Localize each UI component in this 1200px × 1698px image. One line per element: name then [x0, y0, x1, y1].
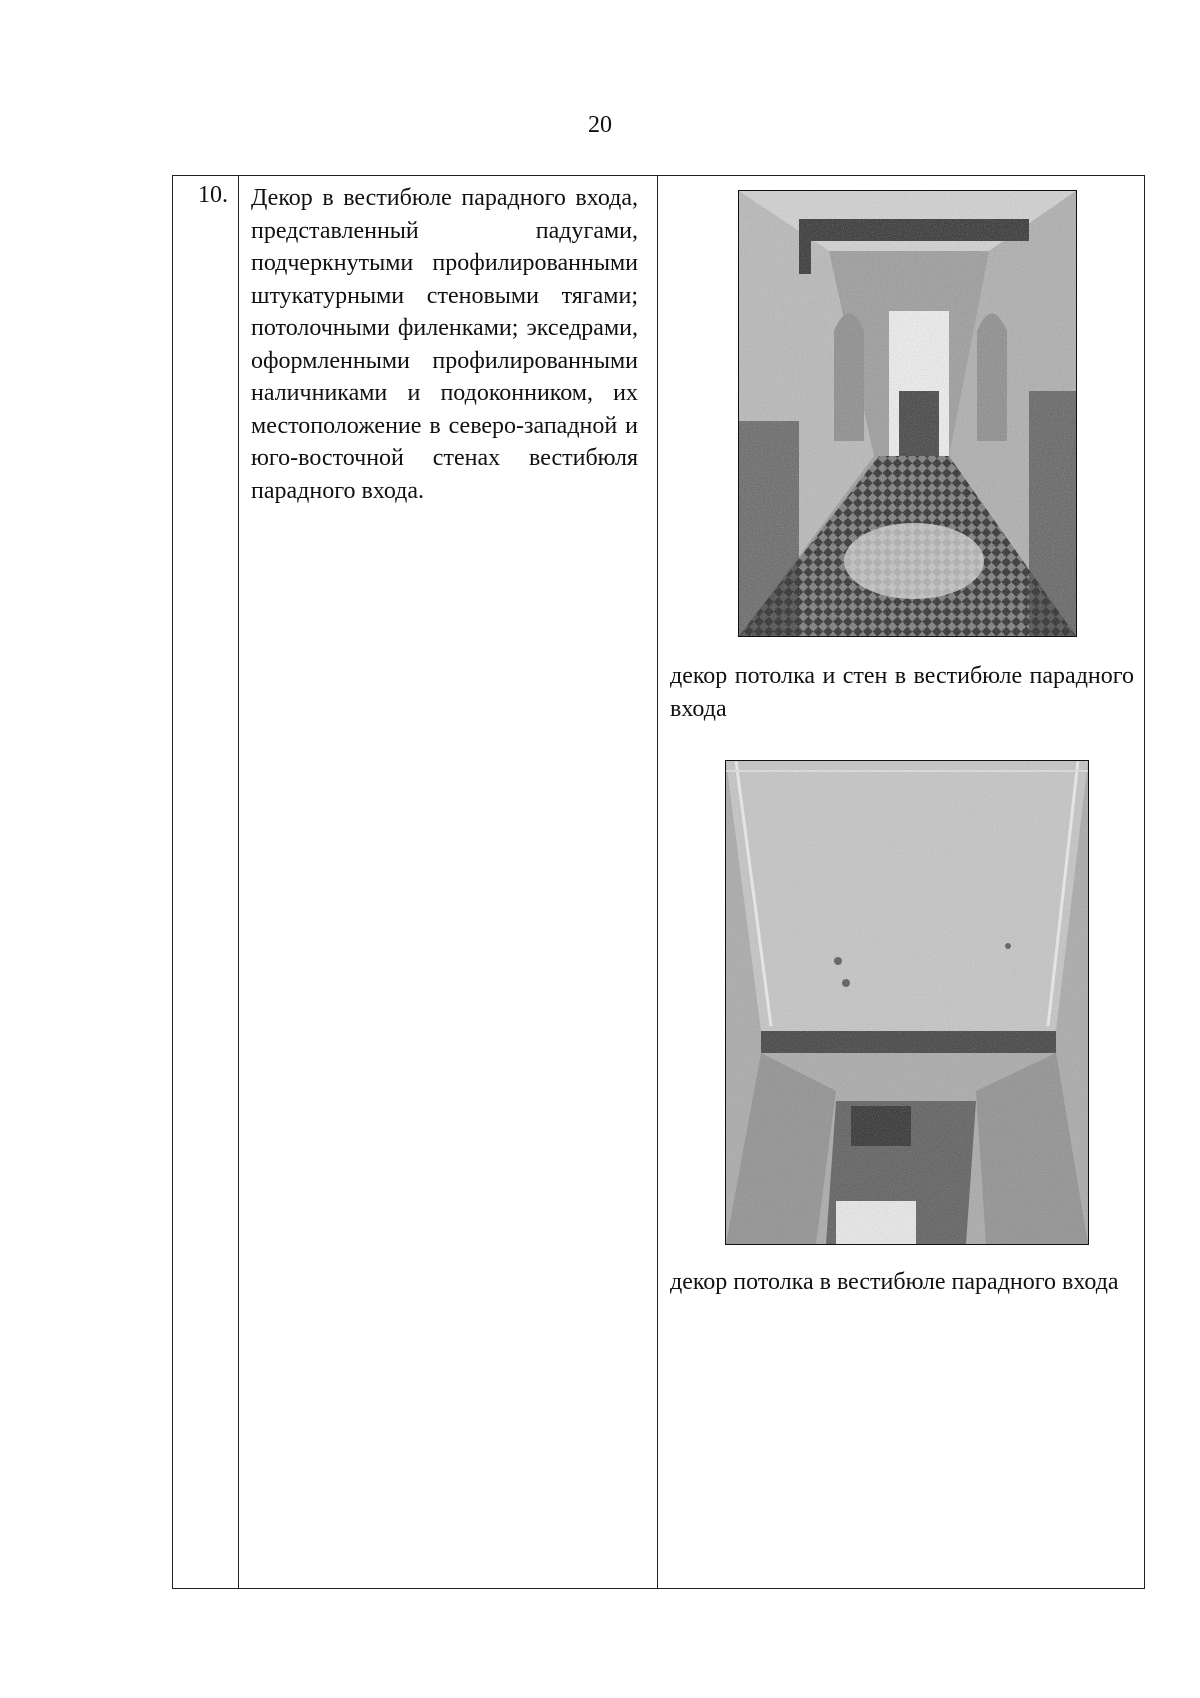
table-row [173, 176, 1145, 1589]
photo-caption: декор потолка и стен в вестибюле парадного входа [670, 663, 1134, 722]
photo-corridor [738, 190, 1077, 637]
description-cell [239, 176, 658, 1589]
object-table [172, 175, 1145, 1589]
description-text: Декор в вестибюле парадного входа, представленный падугами, подчеркнутыми профилированными штукатурными стеновыми тягами; потолочными филенками; экседрами, оформленными профилированными наличниками и подоконником, их местоположение в северо-западной и юго-восточной стенах вестибюля парадного входа. [251, 185, 638, 504]
photo-ceiling [725, 760, 1089, 1245]
photos-cell [658, 176, 1145, 1589]
photo-caption: декор потолка в вестибюле парадного входа [670, 1269, 1119, 1295]
page-number: 20 [588, 112, 612, 138]
row-number: 10. [198, 182, 228, 208]
row-number-cell [173, 176, 239, 1589]
